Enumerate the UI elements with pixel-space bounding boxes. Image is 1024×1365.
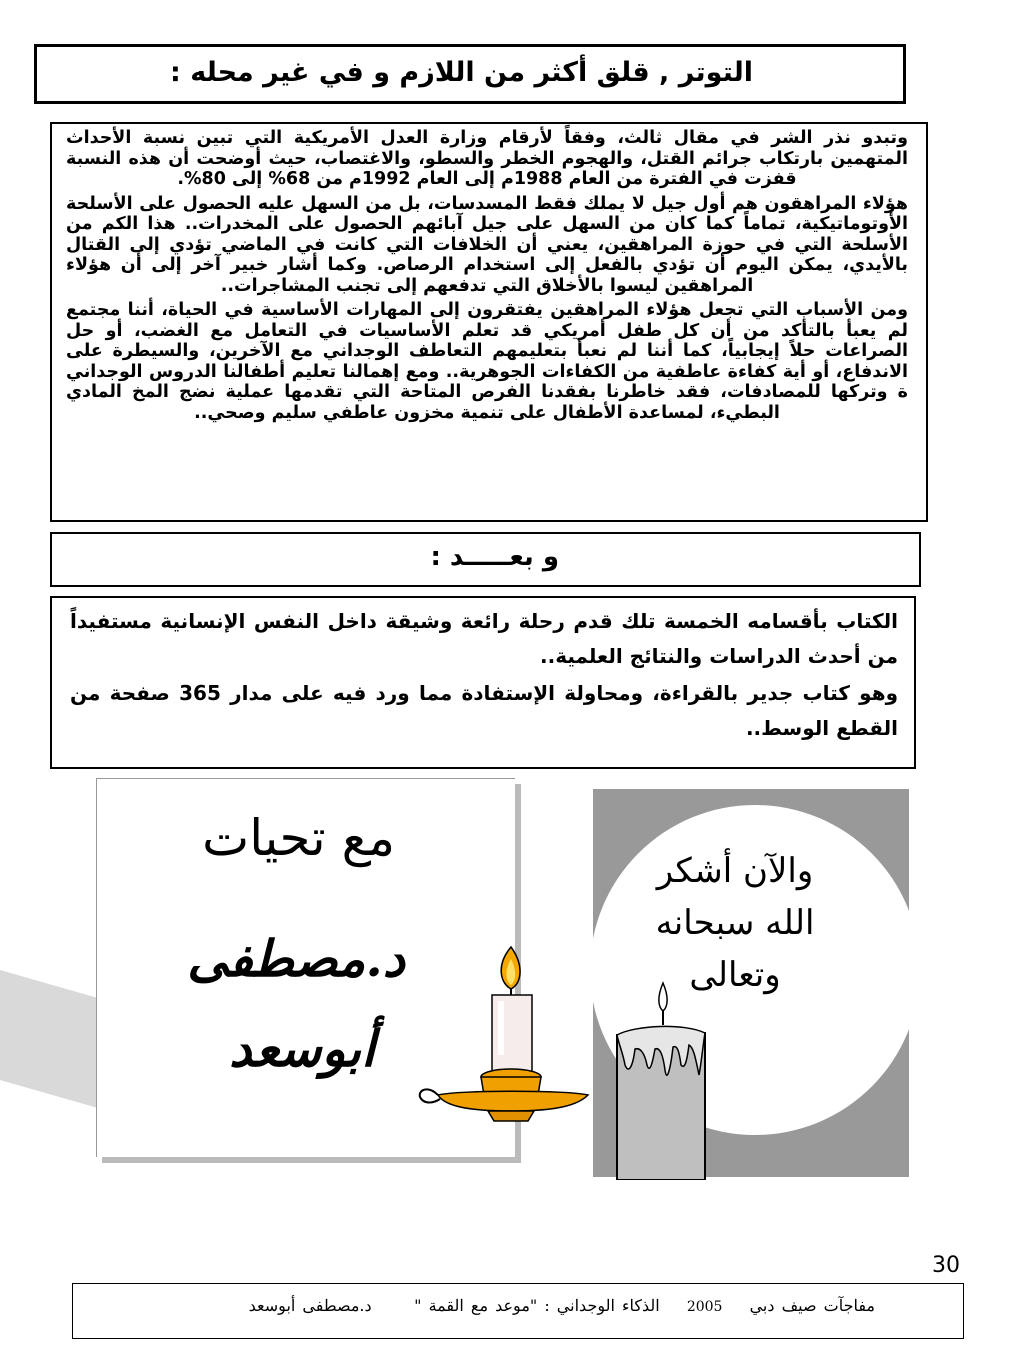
footer-author: د.مصطفى أبوسعد xyxy=(248,1296,372,1315)
footer-box xyxy=(72,1283,964,1339)
thanks-line-3: وتعالى xyxy=(689,955,781,995)
greeting-author-last: أبوسعد xyxy=(229,1019,375,1078)
gold-candle-icon xyxy=(418,945,598,1130)
footer-text xyxy=(249,1296,875,1315)
footer-year: 2005 xyxy=(686,1299,723,1315)
summary-box xyxy=(50,596,916,769)
page-number: 30 xyxy=(932,1253,960,1278)
thanks-line-2: الله سبحانه xyxy=(655,903,815,943)
article-paragraph-2: هؤلاء المراهقون هم أول جيل لا يملك فقط المسدسات، بل من السهل عليه الحصول على الأسلحة الأوتوماتيكية، تماماً كما كان من السهل على جيل آبائهم الحصول على المخدرات.. هذا الكم من الأسلحة التي في حوزة المراهقين، يعني أن الخلافات التي كانت في الماضي تؤدي إلى القتال بالأيدي، يمكن اليوم أن تؤدي بالفعل إلى استخدام الرصاص. وكما أشار خبير آخر إلى أن هؤلاء المراهقين ليسوا بالأخلاق التي تدفعهم إلى تجنب المشاجرات.. xyxy=(66,193,908,296)
article-paragraph-3: ومن الأسباب التي تجعل هؤلاء المراهقين يفتقرون إلى المهارات الأساسية في الحياة، أننا مجتمع لم يعبأ بالتأكد من أن كل طفل أمريكي قد تعلم الأساسيات في التعامل مع الغضب، أو حل الصراعات حلاً إيجابياً، كما أننا لم نعبأ بتعليمهم التعاطف الوجداني مع الآخرين، والسيطرة على الاندفاع، أو أية كفاءة عاطفية من الكفاءات الجوهرية.. ومع إهمالنا تعليم أطفالنا الدروس الوجداني ة وتركها للمصادفات، فقد خاطرنا بفقدنا الفرص المتاحة التي تقدمها عملية نضج المخ المادي البطيء، لمساعدة الأطفال على تنمية مخزون عاطفي سليم وصحي.. xyxy=(66,300,908,423)
greeting-author-first: د.مصطفى xyxy=(187,929,405,988)
summary-text xyxy=(70,604,898,748)
thanks-line-1: والآن أشكر xyxy=(656,851,814,891)
summary-paragraph-1: الكتاب بأقسامه الخمسة تلك قدم رحلة رائعة وشيقة داخل النفس الإنسانية مستفيداً من أحدث الدراسات والنتائج العلمية.. xyxy=(70,609,898,668)
grey-candle-icon xyxy=(605,975,715,1180)
footer-event: مفاجآت صيف دبي xyxy=(749,1296,875,1315)
article-box xyxy=(50,122,928,522)
greeting-line-1: مع تحيات xyxy=(202,809,395,867)
summary-paragraph-2: وهو كتاب جدير بالقراءة، ومحاولة الإستفادة مما ورد فيه على مدار 365 صفحة من القطع الوسط.. xyxy=(70,681,898,740)
article-paragraph-1: وتبدو نذر الشر في مقال ثالث، وفقاً لأرقام وزارة العدل الأمريكية التي تبين نسبة الأحداث المتهمين بارتكاب جرائم القتل، والهجوم الخطر والسطو، والاغتصاب، حيث أوضحت أن هذه النسبة قفزت في الفترة من العام 1988م إلى العام 1992م من 68% إلى 80%. xyxy=(66,128,908,189)
heading-box xyxy=(34,44,906,104)
section-heading-box xyxy=(50,532,921,587)
heading-title: التوتر , قلق أكثر من اللازم و في غير محله : xyxy=(170,57,753,88)
section-heading-title: و بعـــــد : xyxy=(430,542,559,572)
article-text xyxy=(66,128,908,427)
footer-book-title: الذكاء الوجداني : "موعد مع القمة " xyxy=(414,1296,660,1315)
